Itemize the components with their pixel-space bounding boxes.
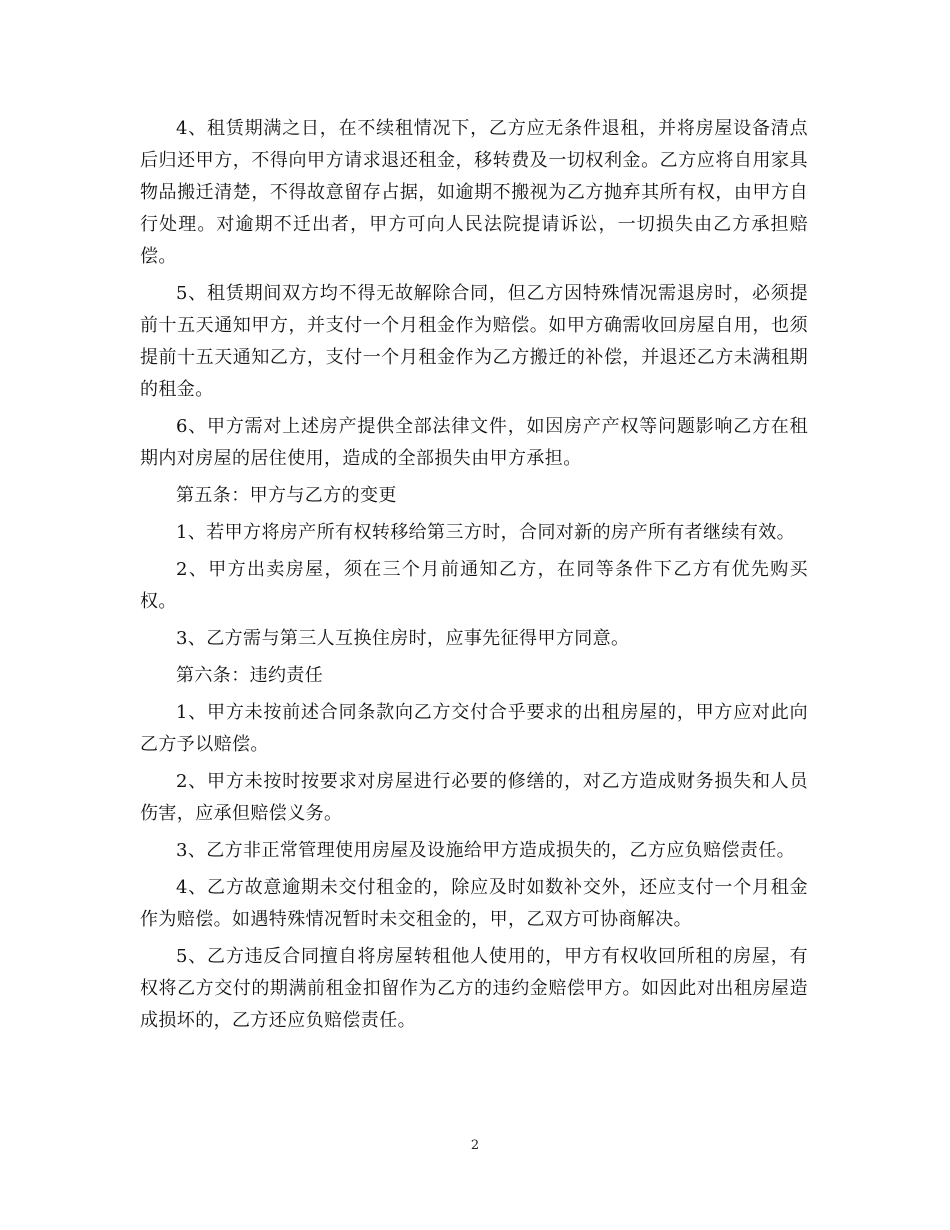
document-body xyxy=(140,113,808,1042)
paragraph-clause-4-4: 4、租赁期满之日，在不续租情况下，乙方应无条件退租，并将房屋设备清点后归还甲方，不得向甲方请求退还租金，移转费及一切权利金。乙方应将自用家具物品搬迁清楚，不得故意留存占据，如逾期不搬视为乙方抛弃其所有权，由甲方自行处理。对逾期不迁出者，甲方可向人民法院提请诉讼，一切损失由乙方承担赔偿。 xyxy=(140,118,808,267)
paragraph-clause-6-2: 2、甲方未按时按要求对房屋进行必要的修缮的，对乙方造成财务损失和人员伤害，应承但赔偿义务。 xyxy=(140,771,808,824)
page-number: 2 xyxy=(470,1138,480,1153)
paragraph-clause-5-3: 3、乙方需与第三人互换住房时，应事先征得甲方同意。 xyxy=(176,628,630,649)
section-heading-article-5: 第五条：甲方与乙方的变更 xyxy=(176,485,397,506)
section-heading-article-6: 第六条：违约责任 xyxy=(176,665,324,686)
paragraph-clause-6-1: 1、甲方未按前述合同条款向乙方交付合乎要求的出租房屋的，甲方应对此向乙方予以赔偿。 xyxy=(140,702,808,755)
paragraph-clause-6-3: 3、乙方非正常管理使用房屋及设施给甲方造成损失的，乙方应负赔偿责任。 xyxy=(176,840,796,861)
paragraph-clause-4-5: 5、租赁期间双方均不得无故解除合同，但乙方因特殊情况需退房时，必须提前十五天通知甲方，并支付一个月租金作为赔偿。如甲方确需收回房屋自用，也须提前十五天通知乙方，支付一个月租金作为乙方搬迁的补偿，并退还乙方未满租期的租金。 xyxy=(140,283,808,400)
paragraph-clause-6-4: 4、乙方故意逾期未交付租金的，除应及时如数补交外，还应支付一个月租金作为赔偿。如遇特殊情况暂时未交租金的，甲，乙双方可协商解决。 xyxy=(140,877,808,930)
paragraph-clause-5-2: 2、甲方出卖房屋，须在三个月前通知乙方，在同等条件下乙方有优先购买权。 xyxy=(140,559,808,612)
paragraph-clause-5-1: 1、若甲方将房产所有权转移给第三方时，合同对新的房产所有者继续有效。 xyxy=(176,522,796,543)
paragraph-clause-6-5: 5、乙方违反合同擅自将房屋转租他人使用的，甲方有权收回所租的房屋，有权将乙方交付的期满前租金扣留作为乙方的违约金赔偿甲方。如因此对出租房屋造成损坏的，乙方还应负赔偿责任。 xyxy=(140,946,808,1031)
paragraph-clause-4-6: 6、甲方需对上述房产提供全部法律文件，如因房产产权等问题影响乙方在租期内对房屋的居住使用，造成的全部损失由甲方承担。 xyxy=(140,416,808,469)
